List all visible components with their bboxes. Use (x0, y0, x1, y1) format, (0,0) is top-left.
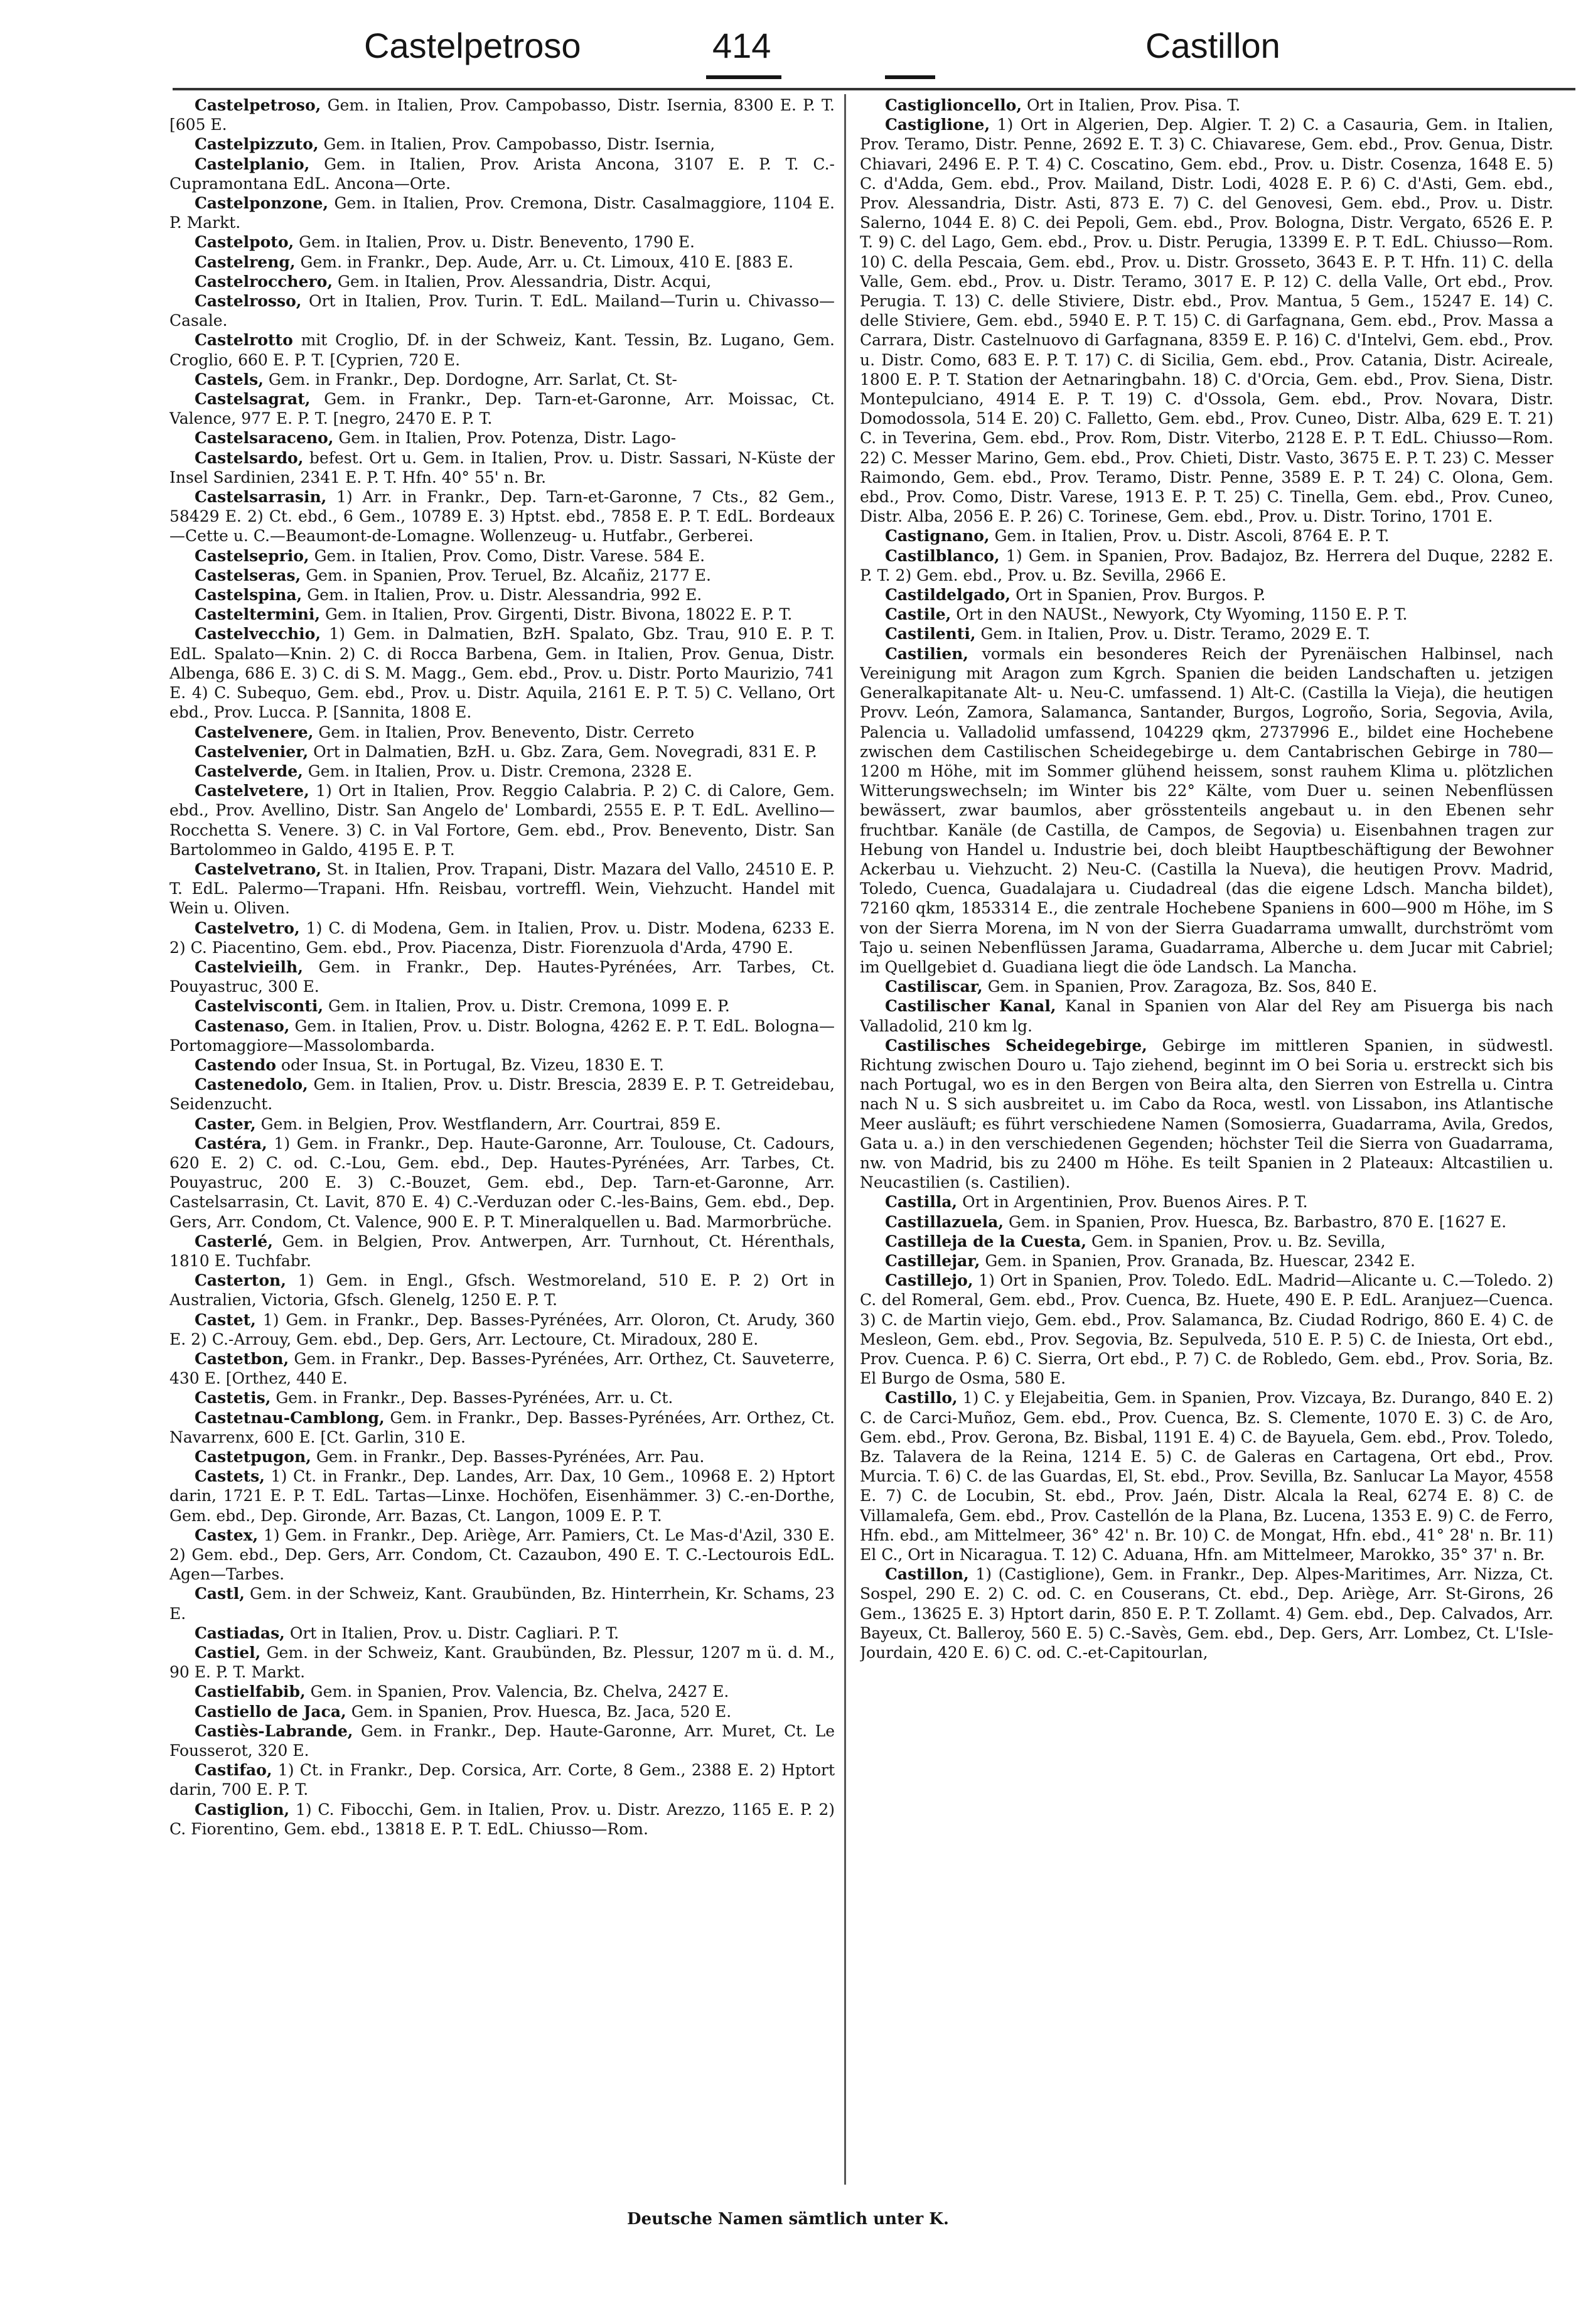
dictionary-entry (169, 1447, 835, 1466)
entry-headword: Castendo (195, 1055, 276, 1074)
entry-text: Ort in Italien, Prov. Pisa. T. (1022, 96, 1241, 114)
entry-text: 1) C. Fibocchi, Gem. in Italien, Prov. u. Distr. Arezzo, 1165 E. P. 2) C. Fiorentino, Gem. ebd., 13818 E. P. T. EdL. Chiusso—Rom. (169, 1800, 835, 1838)
entry-headword: Castilien, (885, 644, 968, 663)
entry-headword: Castelsarrasin, (195, 488, 327, 507)
entry-text: Gem. in Italien, Prov. u. Distr. Teramo, 2029 E. T. (975, 625, 1371, 643)
entry-text: 1) Gem. in Frankr., Dep. Basses-Pyrénées, Arr. Oloron, Ct. Arudy, 360 E. 2) C.-Arrouy, Gem. ebd., Dep. Gers, Arr. Lectoure, Ct. Miradoux, 280 E. (169, 1310, 835, 1348)
dictionary-entry (860, 977, 1553, 996)
entry-text: Gem. in Frankr., Dep. Basses-Pyrénées, Arr. Pau. (311, 1448, 705, 1466)
entry-headword: Castelverde, (195, 761, 303, 780)
dictionary-entry (169, 1075, 835, 1114)
entry-text: Gem. in Italien, Prov. u. Distr. Benevento, 1790 E. (294, 233, 695, 252)
entry-text: Ort in Dalmatien, BzH. u. Gbz. Zara, Gem. Novegradi, 831 E. P. (308, 742, 817, 761)
entry-headword: Castelreng, (195, 252, 296, 271)
dictionary-entry (860, 1232, 1553, 1251)
dictionary-entry (169, 1408, 835, 1447)
entry-headword: Castilblanco, (885, 546, 1000, 565)
dictionary-entry (169, 1349, 835, 1388)
entry-text: mit Croglio, Df. in der Schweiz, Kant. Tessin, Bz. Lugano, Gem. Croglio, 660 E. P. T. [Cyprien, 720 E. (169, 331, 835, 369)
dictionary-entry (860, 996, 1553, 1035)
dictionary-entry (169, 996, 835, 1016)
dictionary-entry (169, 448, 835, 487)
entry-headword: Castiglion, (195, 1800, 290, 1819)
dictionary-entry (169, 370, 835, 389)
dictionary-entry (169, 781, 835, 859)
entry-headword: Caster, (195, 1114, 256, 1133)
running-head-right: Castillon (1145, 26, 1280, 65)
dictionary-entry (169, 252, 835, 272)
dictionary-entry (860, 585, 1553, 605)
entry-headword: Castillo, (885, 1389, 958, 1407)
entry-headword: Castéra, (195, 1134, 267, 1153)
dictionary-entry (169, 272, 835, 291)
entry-headword: Castifao, (195, 1761, 272, 1780)
entry-text: Gem. in Italien, Prov. u. Distr. Bologna, 4262 E. P. T. EdL. Bologna—Portomaggiore—Massolombarda. (169, 1016, 835, 1055)
dictionary-entry (860, 1251, 1553, 1271)
dictionary-entry (169, 859, 835, 918)
dictionary-entry (169, 1643, 835, 1682)
entry-text: Gem. in Italien, Prov. u. Distr. Alessandria, 992 E. (302, 586, 702, 605)
entry-text: Gem. in der Schweiz, Kant. Graubünden, Bz. Hinterrhein, Kr. Schams, 23 E. (169, 1584, 835, 1623)
entry-text: Gem. in Italien, Prov. u. Distr. Cremona, 1099 E. P. (323, 997, 730, 1016)
dictionary-entry (169, 1016, 835, 1055)
dictionary-entry (169, 1584, 835, 1623)
dictionary-entry (169, 1134, 835, 1232)
dictionary-entry (169, 1760, 835, 1799)
entry-text: Gem. in Frankr., Dep. Basses-Pyrénées, Arr. Orthez, Ct. Sauveterre, 430 E. [Orthez, 440 E. (169, 1350, 835, 1388)
entry-text: Kanal in Spanien von Alar del Rey am Pisuerga bis nach Valladolid, 210 km lg. (860, 997, 1553, 1035)
entry-text: Gem. in Italien, Prov. Arista Ancona, 3107 E. P. T. C.-Cupramontana EdL. Ancona—Orte. (169, 154, 835, 193)
entry-headword: Castelrosso, (195, 292, 302, 311)
entry-headword: Castelrocchero, (195, 272, 333, 291)
entry-text: 1) Gem. in Dalmatien, BzH. Spalato, Gbz. Trau, 910 E. P. T. EdL. Spalato—Knin. 2) C. di Rocca Barbena, Gem. in Italien, Prov. Genua, Distr. Albenga, 686 E. 3) C. di S. M. Magg., Gem. ebd., Prov. u. Distr. Porto Maurizio, 741 E. 4) C. Subequo, Gem. ebd., Prov. u. Distr. Aquila, 2161 E. P. T. 5) C. Vellano, Ort ebd., Prov. Lucca. P. [Sannita, 1808 E. (169, 625, 835, 722)
entry-headword: Castelseprio, (195, 546, 309, 565)
dictionary-entry (169, 1388, 835, 1407)
entry-headword: Castilischer Kanal, (885, 997, 1056, 1016)
entry-headword: Castiadas, (195, 1623, 285, 1642)
entry-headword: Castelpizzuto, (195, 135, 319, 154)
dictionary-entry (860, 644, 1553, 977)
entry-text: Gem. in Italien, Prov. Campobasso, Distr. Isernia, 8300 E. P. T. [605 E. (169, 96, 835, 134)
entry-text: 1) Ct. in Frankr., Dep. Corsica, Arr. Corte, 8 Gem., 2388 E. 2) Hptort darin, 700 E. P. T. (169, 1761, 835, 1799)
entry-headword: Castelpetroso, (195, 96, 321, 114)
entry-headword: Castelvenier, (195, 742, 309, 761)
entry-headword: Castillejar, (885, 1251, 980, 1270)
entry-headword: Castiliscar, (885, 977, 983, 996)
entry-text: Gem. in Spanien, Prov. Huesca, Bz. Barbastro, 870 E. [1627 E. (1004, 1212, 1507, 1231)
entry-text: Gem. in Frankr., Dep. Haute-Garonne, Arr. Muret, Ct. Le Fousserot, 320 E. (169, 1721, 835, 1760)
dictionary-entry (169, 95, 835, 134)
entry-text: Ort in Spanien, Prov. Burgos. P. (1010, 586, 1266, 605)
entry-text: St. in Italien, Prov. Trapani, Distr. Mazara del Vallo, 24510 E. P. T. EdL. Palermo—Trapani. Hfn. Reisbau, vortreffl. Wein, Viehzucht. Handel mit Wein u. Oliven. (169, 859, 835, 918)
entry-text: 1) Ort in Italien, Prov. Reggio Calabria. P. 2) C. di Calore, Gem. ebd., Prov. Avellino, Distr. San Angelo de' Lombardi, 2555 E. P. T. EdL. Avellino—Rocchetta S. Venere. 3) C. in Val Fortore, Gem. ebd., Prov. Benevento, Distr. San Bartolommeo in Galdo, 4195 E. P. T. (169, 782, 835, 859)
dictionary-entry (169, 428, 835, 448)
entry-text: Gem. in Frankr., Dep. Hautes-Pyrénées, Arr. Tarbes, Ct. Pouyastruc, 300 E. (169, 957, 835, 996)
dictionary-entry (860, 1192, 1553, 1212)
entry-headword: Castelpoto, (195, 233, 294, 252)
entry-headword: Castildelgado, (885, 586, 1011, 605)
entry-headword: Castetpugon, (195, 1448, 311, 1466)
entry-text: Gem. in Spanien, Prov. Huesca, Bz. Jaca, 520 E. (346, 1702, 732, 1721)
entry-text: Gem. in Belgien, Prov. Antwerpen, Arr. Turnhout, Ct. Hérenthals, 1810 E. Tuchfabr. (169, 1232, 835, 1270)
dictionary-entry (169, 389, 835, 428)
entry-headword: Castelspina, (195, 586, 303, 605)
entry-text: Gem. in Italien, Prov. Potenza, Distr. Lago- (333, 429, 677, 448)
entry-headword: Castilla, (885, 1193, 958, 1212)
entry-text: 1) Ct. in Frankr., Dep. Landes, Arr. Dax, 10 Gem., 10968 E. 2) Hptort darin, 1721 E. P. T. EdL. Tartas—Linxe. Hochöfen, Eisenhämmer. 3) C.-en-Dorthe, Gem. ebd., Dep. Gironde, Arr. Bazas, Ct. Langon, 1009 E. P. T. (169, 1467, 835, 1525)
entry-headword: Castelponzone, (195, 194, 329, 213)
entry-headword: Castillazuela, (885, 1212, 1004, 1231)
entry-text: oder Insua, St. in Portugal, Bz. Vizeu, 1830 E. T. (276, 1055, 664, 1074)
header-rule (173, 88, 1575, 90)
dictionary-entry (169, 1055, 835, 1075)
entry-headword: Casteltermini, (195, 605, 321, 624)
entry-text: 1) (Castiglione), Gem. in Frankr., Dep. Alpes-Maritimes, Arr. Nizza, Ct. Sospel, 290 E. 2) C. od. C. en Couserans, Ct. ebd., Dep. Ariège, Arr. St-Girons, 26 Gem., 13625 E. 3) Hptort darin, 850 E. P. T. Zollamt. 4) Gem. ebd., Dep. Calvados, Arr. Bayeux, Ct. Balleroy, 560 E. 5) C.-Savès, Gem. ebd., Dep. Gers, Arr. Lombez, Ct. L'Isle-Jourdain, 420 E. 6) C. od. C.-et-Capitourlan, (860, 1565, 1553, 1662)
dictionary-entry (169, 330, 835, 369)
header-dash-right (885, 75, 935, 79)
entry-text: Gem. in Italien, Prov. u. Distr. Ascoli, 8764 E. P. T. (989, 527, 1390, 546)
entry-headword: Castiello de Jaca, (195, 1702, 346, 1721)
entry-headword: Castiglione, (885, 116, 990, 134)
entry-text: Gem. in Italien, Prov. Campobasso, Distr. Isernia, (318, 135, 716, 154)
dictionary-entry (169, 566, 835, 585)
entry-headword: Castelrotto (195, 331, 293, 350)
entry-text: Gem. in Spanien, Prov. Zaragoza, Bz. Sos, 840 E. (982, 977, 1378, 996)
dictionary-entry (169, 154, 835, 193)
entry-headword: Castelvetrano, (195, 859, 322, 878)
dictionary-entry (860, 1388, 1553, 1564)
dictionary-entry (860, 1036, 1553, 1193)
entry-text: Gem. in Spanien, Prov. u. Bz. Sevilla, (1086, 1232, 1386, 1251)
entry-headword: Castillejo, (885, 1271, 973, 1290)
footer-note: Deutsche Namen sämtlich unter K. (627, 2210, 949, 2229)
entry-headword: Castelsagrat, (195, 390, 311, 409)
entry-text: Gebirge im mittleren Spanien, in südwestl. Richtung zwischen Douro u. Tajo ziehend, beginnt im O bei Soria u. erstreckt sich bis nach Portugal, wo es in den Bergen von Beira alta, den Sierren von Estrella u. Cintra nach N u. S sich ausbreitet u. im Cabo da Roca, westl. von Lissabon, ins Atlantische Meer ausläuft; es führt verschiedene Namen (Somosierra, Guadarrama, Avila, Gredos, Gata u. a.) in den verschiedenen Gegenden; höchster Teil die Sierra von Guadarrama, nw. von Madrid, bis zu 2400 m Höhe. Es teilt Spanien in 2 Plateaux: Altcastilien u. Neucastilien (s. Castilien). (860, 1036, 1553, 1192)
entry-text: 1) Gem. in Frankr., Dep. Haute-Garonne, Arr. Toulouse, Ct. Cadours, 620 E. 2) C. od. C.-Lou, Gem. ebd., Dep. Hautes-Pyrénées, Arr. Tarbes, Ct. Pouyastruc, 200 E. 3) C.-Bouzet, Gem. ebd., Dep. Tarn-et-Garonne, Arr. Castelsarrasin, Ct. Lavit, 870 E. 4) C.-Verduzan oder C.-les-Bains, Gem. ebd., Dep. Gers, Arr. Condom, Ct. Valence, 900 E. P. T. Mineralquellen u. Bad. Marmorbrüche. (169, 1134, 835, 1231)
dictionary-entry (169, 1232, 835, 1271)
entry-text: 1) C. y Elejabeitia, Gem. in Spanien, Prov. Vizcaya, Bz. Durango, 840 E. 2) C. de Carci-Muñoz, Gem. ebd., Prov. Cuenca, Bz. S. Clemente, 1070 E. 3) C. de Aro, Gem. ebd., Prov. Gerona, Bz. Bisbal, 1191 E. 4) C. de Bayuela, Gem. ebd., Prov. Toledo, Bz. Talavera de la Reina, 1214 E. 5) C. de Galeras en Cartagena, Ort ebd., Prov. Murcia. T. 6) C. de las Guardas, El, St. ebd., Prov. Sevilla, Bz. Sanlucar La Mayor, 4558 E. 7) C. de Locubin, St. ebd., Prov. Jaén, Distr. Alcala la Real, 6274 E. 8) C. de Villamalefa, Gem. ebd., Prov. Castellón de la Plana, Bz. Lucena, 1353 E. 9) C. de Ferro, Hfn. ebd., am Mittelmeer, 36° 42' n. Br. 10) C. de Mongat, Hfn. ebd., 41° 28' n. Br. 11) El C., Ort in Nicaragua. T. 12) C. Aduana, Hfn. am Mittelmeer, Marokko, 35° 37' n. Br. (860, 1389, 1553, 1564)
entry-text: Gem. in Italien, Prov. Benevento, Distr. Cerreto (313, 723, 695, 741)
header-dash-left (706, 75, 781, 79)
entry-headword: Castels, (195, 370, 264, 389)
entry-headword: Castielfabib, (195, 1682, 306, 1701)
dictionary-entry (169, 723, 835, 742)
dictionary-entry (169, 1525, 835, 1584)
entry-headword: Castenedolo, (195, 1075, 308, 1094)
dictionary-entry (169, 1702, 835, 1721)
entry-headword: Castilenti, (885, 625, 976, 643)
entry-headword: Castillon, (885, 1565, 969, 1584)
dictionary-entry (860, 1564, 1553, 1662)
entry-headword: Castelsaraceno, (195, 429, 334, 448)
entry-headword: Castenaso, (195, 1016, 290, 1035)
dictionary-entry (169, 1466, 835, 1525)
entry-headword: Castet, (195, 1310, 256, 1329)
right-column (860, 95, 1553, 2186)
entry-text: Gem. in Spanien, Prov. Valencia, Bz. Chelva, 2427 E. (305, 1682, 729, 1701)
dictionary-entry (169, 487, 835, 546)
entry-text: 1) Ort in Algerien, Dep. Algier. T. 2) C. a Casauria, Gem. in Italien, Prov. Teramo, Distr. Penne, 2692 E. T. 3) C. Chiavarese, Gem. ebd., Prov. Genua, Distr. Chiavari, 2496 E. P. T. 4) C. Coscatino, Gem. ebd., Prov. u. Distr. Cosenza, 1648 E. 5) C. d'Adda, Gem. ebd., Prov. Mailand, Distr. Lodi, 4028 E. P. 6) C. d'Asti, Gem. ebd., Prov. Alessandria, Distr. Asti, 873 E. 7) C. del Genovesi, Gem. ebd., Prov. u. Distr. Salerno, 1044 E. 8) C. dei Pepoli, Gem. ebd., Prov. Bologna, Distr. Vergato, 6526 E. P. T. 9) C. del Lago, Gem. ebd., Prov. u. Distr. Perugia, 13399 E. P. T. EdL. Chiusso—Rom. 10) C. della Pescaia, Gem. ebd., Prov. u. Distr. Grosseto, 3643 E. P. T. Hfn. 11) C. della Valle, Gem. ebd., Prov. u. Distr. Teramo, 3017 E. P. 12) C. della Valle, Ort ebd., Prov. Perugia. T. 13) C. delle Stiviere, Distr. ebd., Prov. Mantua, 5 Gem., 15247 E. 14) C. delle Stiviere, Gem. ebd., 5940 E. P. T. 15) C. di Garfagnana, Gem. ebd., Prov. Massa a Carrara, Distr. Castelnuovo di Garfagnana, 8359 E. P. 16) C. d'Intelvi, Gem. ebd., Prov. u. Distr. Como, 683 E. P. T. 17) C. di Sicilia, Gem. ebd., Prov. Catania, Distr. Acireale, 1800 E. P. T. Station der Aetnaringbahn. 18) C. d'Orcia, Gem. ebd., Prov. Siena, Distr. Montepulciano, 4914 E. P. T. 19) C. d'Ossola, Gem. ebd., Prov. Novara, Distr. Domodossola, 514 E. 20) C. Falletto, Gem. ebd., Prov. Cuneo, Distr. Alba, 629 E. T. 21) C. in Teverina, Gem. ebd., Prov. Rom, Distr. Viterbo, 2128 E. P. T. EdL. Chiusso—Rom. 22) C. Messer Marino, Gem. ebd., Prov. Chieti, Distr. Vasto, 3675 E. P. T. 23) C. Messer Raimondo, Gem. ebd., Prov. Teramo, Distr. Penne, 3589 E. P. T. 24) C. Olona, Gem. ebd., Prov. Como, Distr. Varese, 1913 E. P. T. 25) C. Tinella, Gem. ebd., Prov. Cuneo, Distr. Alba, 2056 E. P. 26) C. Torinese, Gem. ebd., Prov. u. Distr. Torino, 1701 E. (860, 116, 1553, 526)
dictionary-entry (169, 1682, 835, 1701)
running-head-left: Castelpetroso (364, 26, 581, 65)
dictionary-entry (169, 1800, 835, 1839)
left-column (169, 95, 835, 2186)
entry-headword: Castignano, (885, 527, 990, 546)
dictionary-entry (169, 1310, 835, 1349)
entry-headword: Castl, (195, 1584, 245, 1603)
entry-headword: Casterlé, (195, 1232, 273, 1251)
entry-text: Gem. in Frankr., Dep. Basses-Pyrénées, Arr. u. Ct. (271, 1389, 673, 1407)
entry-headword: Castelplanio, (195, 154, 310, 173)
dictionary-entry (169, 1271, 835, 1310)
dictionary-entry (169, 624, 835, 722)
entry-headword: Castelvisconti, (195, 997, 324, 1016)
entry-text: Gem. in Belgien, Prov. Westflandern, Arr. Courtrai, 859 E. (255, 1114, 721, 1133)
dictionary-entry (169, 1623, 835, 1643)
entry-text: befest. Ort u. Gem. in Italien, Prov. u. Distr. Sassari, N-Küste der Insel Sardinien, 2341 E. P. T. Hfn. 40° 55' n. Br. (169, 448, 835, 487)
dictionary-entry (860, 1271, 1553, 1388)
dictionary-entry (169, 605, 835, 624)
entry-headword: Castelvecchio, (195, 625, 321, 643)
dictionary-entry (169, 291, 835, 330)
entry-text: Gem. in Italien, Prov. u. Distr. Brescia, 2839 E. P. T. Getreidebau, Seidenzucht. (169, 1075, 835, 1114)
dictionary-entry (860, 546, 1553, 585)
entry-headword: Castetnau-Camblong, (195, 1408, 385, 1427)
entry-headword: Castile, (885, 605, 951, 624)
entry-text: 1) Ort in Spanien, Prov. Toledo. EdL. Madrid—Alicante u. C.—Toledo. 2) C. del Romeral, Gem. ebd., Prov. Cuenca, Bz. Huete, 490 E. P. EdL. Aranjuez—Cuenca. 3) C. de Martin viejo, Gem. ebd., Prov. Salamanca, Bz. Ciudad Rodrigo, 860 E. 4) C. de Mesleon, Gem. ebd., Prov. Segovia, Bz. Sepulveda, 510 E. P. 5) C. de Iniesta, Ort ebd., Prov. Cuenca. P. 6) C. Sierra, Ort ebd., P. 7) C. de Robledo, Gem. ebd., Prov. Soria, Bz. El Burgo de Osma, 580 E. (860, 1271, 1553, 1388)
dictionary-entry (860, 624, 1553, 643)
column-divider (844, 94, 846, 2185)
dictionary-entry (860, 95, 1553, 115)
entry-headword: Castelvieilh, (195, 957, 303, 976)
entry-headword: Castilleja de la Cuesta, (885, 1232, 1087, 1251)
entry-text: Gem. in Spanien, Prov. Granada, Bz. Huescar, 2342 E. (980, 1251, 1415, 1270)
dictionary-entry (860, 605, 1553, 624)
entry-text: Gem. in Italien, Prov. Como, Distr. Varese. 584 E. (309, 546, 705, 565)
dictionary-entry (169, 918, 835, 957)
entry-headword: Castelvetro, (195, 918, 300, 937)
dictionary-entry (860, 1212, 1553, 1232)
entry-headword: Castelsardo, (195, 448, 304, 467)
dictionary-entry (169, 134, 835, 154)
entry-text: 1) C. di Modena, Gem. in Italien, Prov. u. Distr. Modena, 6233 E. 2) C. Piacentino, Gem. ebd., Prov. Piacenza, Distr. Fiorenzuola d'Arda, 4790 E. (169, 918, 835, 957)
entry-headword: Castex, (195, 1525, 259, 1544)
entry-text: 1) Gem. in Engl., Gfsch. Westmoreland, 510 E. P. 2) Ort in Australien, Victoria, Gfsch. Glenelg, 1250 E. P. T. (169, 1271, 835, 1310)
dictionary-entry (169, 546, 835, 566)
entry-text: Gem. in der Schweiz, Kant. Graubünden, Bz. Plessur, 1207 m ü. d. M., 90 E. P. T. Markt. (169, 1643, 835, 1682)
entry-text: Ort in Italien, Prov. u. Distr. Cagliari. P. T. (284, 1623, 619, 1642)
dictionary-entry (860, 526, 1553, 546)
entry-text: Gem. in Spanien, Prov. Teruel, Bz. Alcañiz, 2177 E. (301, 566, 712, 584)
entry-headword: Castelvetere, (195, 782, 309, 800)
entry-headword: Castetbon, (195, 1350, 289, 1368)
entry-headword: Castiel, (195, 1643, 261, 1662)
dictionary-entry (169, 1114, 835, 1134)
entry-text: Gem. in Italien, Prov. u. Distr. Cremona, 2328 E. (303, 761, 692, 780)
dictionary-entry (169, 193, 835, 232)
entry-text: Ort in Italien, Prov. Turin. T. EdL. Mailand—Turin u. Chivasso—Casale. (169, 292, 835, 330)
entry-headword: Castiglioncello, (885, 96, 1022, 114)
entry-text: Gem. in Italien, Prov. Girgenti, Distr. Bivona, 18022 E. P. T. (320, 605, 793, 624)
entry-text: Gem. in Italien, Prov. Alessandria, Distr. Acqui, (333, 272, 712, 291)
page-header (0, 25, 1576, 82)
dictionary-entry (169, 761, 835, 781)
entry-text: 1) Gem. in Frankr., Dep. Ariège, Arr. Pamiers, Ct. Le Mas-d'Azil, 330 E. 2) Gem. ebd., Dep. Gers, Arr. Condom, Ct. Cazaubon, 490 E. T. C.-Lectourois EdL. Agen—Tarbes. (169, 1525, 835, 1584)
entry-headword: Castelvenere, (195, 723, 314, 741)
entry-text: Gem. in Frankr., Dep. Aude, Arr. u. Ct. Limoux, 410 E. [883 E. (295, 252, 794, 271)
entry-headword: Castilisches Scheidegebirge, (885, 1036, 1147, 1055)
entry-text: Gem. in Frankr., Dep. Basses-Pyrénées, Arr. Orthez, Ct. Navarrenx, 600 E. [Ct. Garlin, 310 E. (169, 1408, 835, 1446)
dictionary-entry (169, 742, 835, 761)
entry-text: Gem. in Frankr., Dep. Dordogne, Arr. Sarlat, Ct. St- (263, 370, 678, 389)
entry-text: Ort in den NAUSt., Newyork, Cty Wyoming, 1150 E. P. T. (951, 605, 1408, 624)
entry-headword: Castiès-Labrande, (195, 1721, 353, 1740)
entry-headword: Casterton, (195, 1271, 286, 1290)
entry-headword: Castetis, (195, 1389, 271, 1407)
entry-text: vormals ein besonderes Reich der Pyrenäischen Halbinsel, nach Vereinigung mit Aragon zum Kgrch. Spanien die beiden Landschaften u. jetzigen Generalkapitanate Alt- u. Neu-C. umfassend. 1) Alt-C. (Castilla la Vieja), die heutigen Provv. León, Zamora, Salamanca, Santander, Burgos, Logroño, Soria, Segovia, Avila, Palencia u. Valladolid umfassend, 104229 qkm, 2737996 E., bildet eine Hochebene zwischen dem Castilischen Scheidegebirge u. dem Cantabrischen Gebirge in 780—1200 m Höhe, mit im Sommer glühend heissem, sonst rauhem Klima u. plötzlichen Witterungswechseln; im Winter bis 22° Kälte, vom Duer u. seinen Nebenflüssen bewässert, zwar baumlos, aber grösstenteils angebaut u. in den Ebenen sehr fruchtbar. Kanäle (de Castilla, de Campos, de Segovia) u. Eisenbahnen tragen zur Hebung von Handel u. Industrie bei, doch bleibt Hauptbeschäftigung der Bewohner Ackerbau u. Viehzucht. 2) Neu-C. (Castilla la Nueva), die heutigen Provv. Madrid, Toledo, Cuenca, Guadalajara u. Ciudadreal (das die eigene Ldsch. Mancha bildet), 72160 qkm, 1853314 E., die zentrale Hochebene Spaniens in 600—900 m Höhe, im S von der Sierra Morena, im N von der Sierra Guadarrama umwallt, durchströmt vom Tajo u. seinen Nebenflüssen Jarama, Guadarrama, Alberche u. dem Jucar mit Cabriel; im Quellgebiet d. Guadiana liegt die öde Landsch. La Mancha. (860, 644, 1553, 976)
dictionary-entry (169, 585, 835, 605)
entry-text: 1) Arr. in Frankr., Dep. Tarn-et-Garonne, 7 Cts., 82 Gem., 58429 E. 2) Ct. ebd., 6 Gem., 10789 E. 3) Hptst. ebd., 7858 E. P. T. EdL. Bordeaux—Cette u. C.—Beaumont-de-Lomagne. Wollenzeug- u. Hutfabr., Gerberei. (169, 488, 835, 546)
entry-text: Ort in Argentinien, Prov. Buenos Aires. P. T. (957, 1193, 1308, 1212)
page-number: 414 (712, 26, 771, 65)
entry-text: Gem. in Frankr., Dep. Tarn-et-Garonne, Arr. Moissac, Ct. Valence, 977 E. P. T. [negro, 2470 E. P. T. (169, 390, 835, 428)
entry-text: Gem. in Italien, Prov. Cremona, Distr. Casalmaggiore, 1104 E. P. Markt. (169, 194, 835, 232)
dictionary-entry (169, 957, 835, 996)
dictionary-entry (169, 1721, 835, 1760)
entry-text: 1) Gem. in Spanien, Prov. Badajoz, Bz. Herrera del Duque, 2282 E. P. T. 2) Gem. ebd., Prov. u. Bz. Sevilla, 2966 E. (860, 546, 1553, 584)
dictionary-entry (169, 232, 835, 252)
dictionary-entry (860, 115, 1553, 526)
entry-headword: Castelseras, (195, 566, 301, 584)
entry-headword: Castets, (195, 1467, 265, 1486)
